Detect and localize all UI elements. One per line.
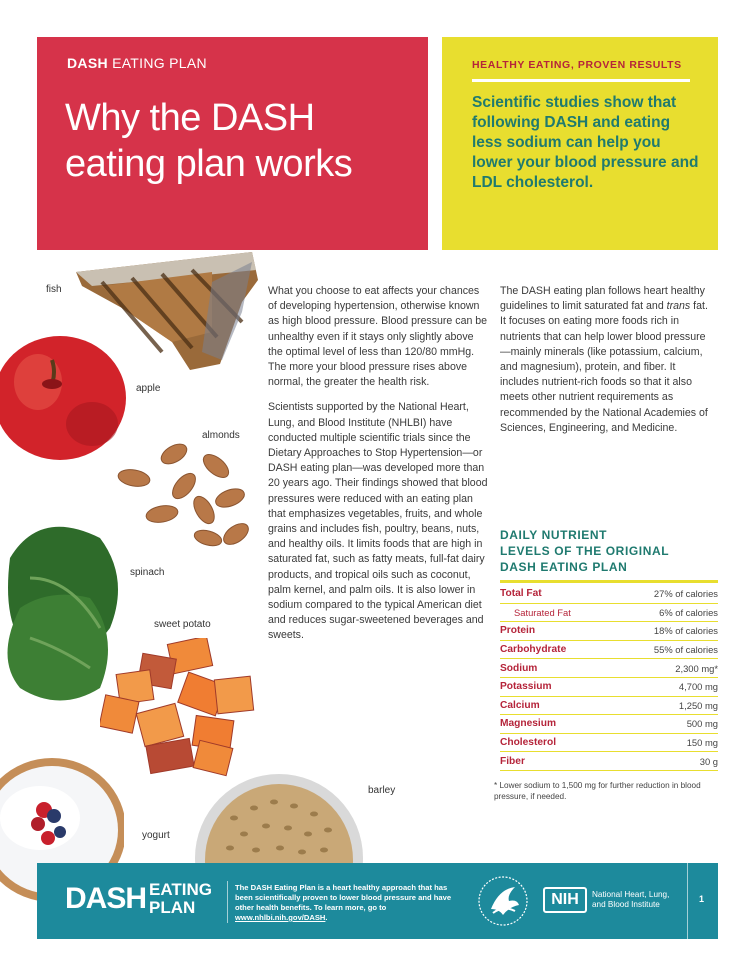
almonds-image [112,436,254,548]
label-barley: barley [368,785,396,796]
footer-description: The DASH Eating Plan is a heart healthy approach that has been scientifically proven to lower blood pressure and have other health benefits. To learn more, go to www.nhlbi.nih.gov/DASH. [235,883,452,922]
footer-banner: DASH EATING PLAN The DASH Eating Plan is a heart healthy approach that has been scientifically proven to lower blood pressure and have other health benefits. To learn more, go to www.nhlbi.nih.gov/DASH. NIH National Heart, Lung, and Blood Institute 1 [37,863,718,939]
nutrient-footnote: * Lower sodium to 1,500 mg for further reduction in blood pressure, if needed. [494,781,701,801]
table-row: Cholesterol 150 mg [500,734,718,753]
table-row: Saturated Fat 6% of calories [500,604,718,623]
callout-rule [472,79,690,82]
nutrient-table [500,585,718,771]
label-almonds: almonds [202,430,240,441]
label-apple: apple [136,383,161,394]
label-spinach: spinach [130,567,165,578]
table-row: Total Fat 27% of calories [500,585,718,604]
table-row: Potassium 4,700 mg [500,678,718,697]
label-yogurt: yogurt [142,830,170,841]
table-row: Sodium 2,300 mg* [500,659,718,678]
nutrient-table-title: DAILY NUTRIENT LEVELS OF THE ORIGINAL DASH EATING PLAN [500,528,670,574]
page-title: Why the DASH eating plan works [65,97,353,185]
footer-page-divider [687,863,688,939]
callout-box [442,37,718,250]
table-row: Fiber 30 g [500,752,718,771]
body-paragraph: The DASH eating plan follows heart healthy guidelines to limit saturated fat and trans fat. It focuses on eating more foods rich in nutrients that can help lower blood pressure—mainly minerals (like potassium, calcium, and magnesium), protein, and fiber. It includes nutrient-rich foods so that it also meets other nutrient requirements as recommended by the National Academies of Sciences, Engineering, and Medicine. [500,285,708,434]
footer-divider [227,881,228,923]
body-column-right [500,284,714,446]
body-column-left [268,284,490,654]
header-kicker: DASH EATING PLAN [67,55,207,71]
nhlbi-name: National Heart, Lung, and Blood Institute [592,890,670,909]
header-banner [37,37,428,250]
callout-kicker: HEALTHY EATING, PROVEN RESULTS [472,59,682,71]
table-row: Calcium 1,250 mg [500,697,718,716]
table-row: Carbohydrate 55% of calories [500,641,718,660]
nih-logo: NIH [543,887,587,913]
label-sweet-potato: sweet potato [154,619,211,630]
body-paragraph: Scientists supported by the National Heart, Lung, and Blood Institute (NHLBI) have conducted multiple scientific trials since the Dietary Approaches to Stop Hypertension—or DASH eating plan—was developed more than 20 years ago. Their findings showed that blood pressures were reduced with an eating plan that emphasizes vegetables, fruits, and whole grains and includes fish, poultry, beans, nuts, and healthy oils. It limits foods that are high in saturated fat, such as fatty meats, full-fat dairy products, and tropical oils such as coconut, palm kernel, and palm oils. It is also lower in sodium compared to the typical American diet and reduces sugar-sweetened beverages and sweets. [268,401,488,642]
hhs-seal-icon [477,875,529,927]
page-number: 1 [699,894,705,904]
callout-text: Scientific studies show that following DASH and eating less sodium can help you lower your blood pressure and LDL cholesterol. [472,94,699,191]
nhlbi-dash-link[interactable]: www.nhlbi.nih.gov/DASH [235,913,326,922]
body-paragraph: What you choose to eat affects your chances of developing hypertension, otherwise known as high blood pressure. Blood pressure can be unhealthy even if it stays only slightly above the optimal level of less than 120/80 mmHg. The more your blood pressure rises above normal, the greater the health risk. [268,285,488,389]
table-row: Protein 18% of calories [500,622,718,641]
label-fish: fish [46,284,62,295]
sweet-potato-image [100,638,262,780]
table-row: Magnesium 500 mg [500,715,718,734]
barley-image [194,768,364,863]
nutrient-table-rule [500,580,718,583]
